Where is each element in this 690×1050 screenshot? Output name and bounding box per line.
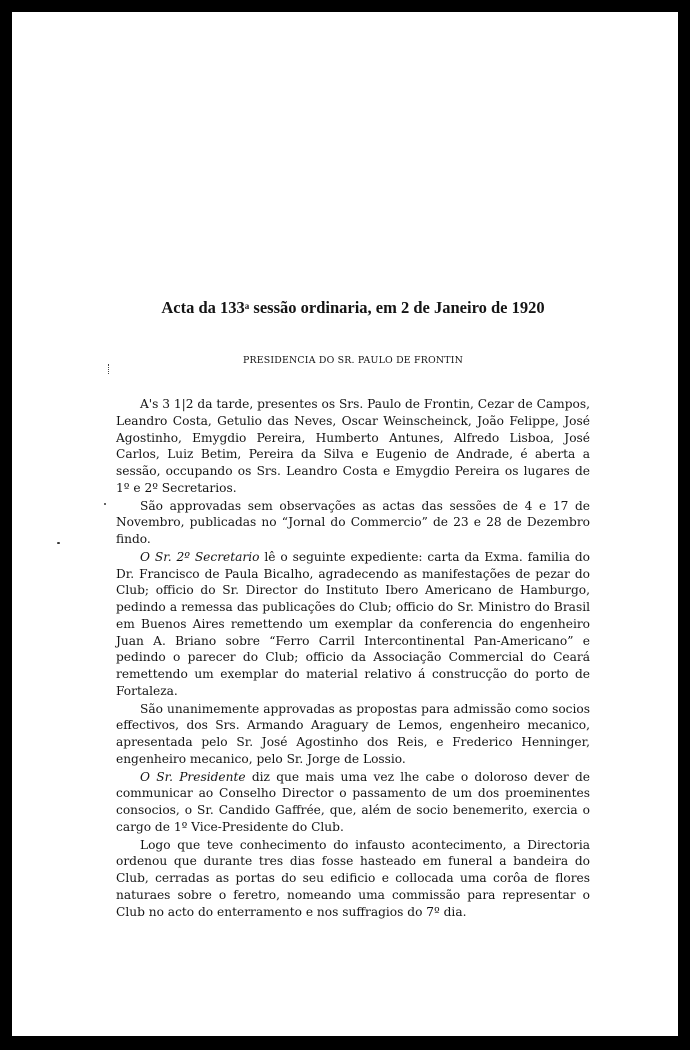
paragraph-opening	[116, 396, 590, 497]
document-body	[116, 396, 590, 920]
document-page	[12, 12, 678, 1036]
title-rest: sessão ordinaria, em 2 de Janeiro de 1920	[249, 298, 545, 317]
paragraph-text: lê o seguinte expediente: carta da Exma. familia do Dr. Francisco de Paula Bicalho, agradecendo as manifestações de pezar do Club; officio do Sr. Director do Instituto Ibero Americano de Hamburgo, pedindo a remessa das publicações do Club; officio do Sr. Ministro do Brasil em Buenos Aires remettendo um exemplar da conferencia do engenheiro Juan A. Briano sobre “Ferro Carril Intercontinental Pan-Americano” e pedindo o parecer do Club; officio da Associação Commercial do Ceará remettendo um exemplar do material relativo á construcção do porto de Fortaleza.	[116, 549, 590, 698]
title-superscript: a	[244, 301, 250, 311]
document-subtitle: PRESIDENCIA DO SR. PAULO DE FRONTIN	[242, 355, 464, 366]
paragraph-minutes-approval	[116, 498, 590, 548]
document-content	[116, 298, 590, 920]
ink-speck	[104, 503, 106, 505]
paragraph-funeral-arrangements	[116, 837, 590, 921]
paragraph-text: diz que mais uma vez lhe cabe o doloroso dever de communicar ao Conselho Director o passamento de um dos proeminentes consocios, o Sr. Candido Gaffrée, que, além de socio benemerito, exercia o cargo de 1º Vice-Presidente do Club.	[116, 769, 590, 834]
title-main: Acta da 133	[161, 298, 245, 317]
paragraph-membership-proposals	[116, 701, 590, 768]
paragraph-lead: O Sr. Presidente	[140, 769, 246, 784]
paragraph-text: São unanimemente approvadas as propostas para admissão como socios effectivos, dos Srs. Armando Araguary de Lemos, engenheiro mecanico, apresentada pelo Sr. José Agostinho dos Reis, e Frederico Henninger, engenheiro mecanico, pelo Sr. Jorge de Lossio.	[116, 701, 590, 766]
paragraph-president-announcement	[116, 769, 590, 836]
document-title	[106, 298, 600, 318]
paragraph-text: São approvadas sem observações as actas das sessões de 4 e 17 de Novembro, publicadas no “Jornal do Commercio” de 23 e 28 de Dezembro findo.	[116, 498, 590, 546]
margin-mark	[108, 364, 110, 374]
paragraph-lead: O Sr. 2º Secretario	[140, 549, 260, 564]
paragraph-text: Logo que teve conhecimento do infausto acontecimento, a Directoria ordenou que durante tres dias fosse hasteado em funeral a bandeira do Club, cerradas as portas do seu edificio e collocada uma corôa de flores naturaes sobre o feretro, nomeando uma commissão para representar o Club no acto do enterramento e nos suffragios do 7º dia.	[116, 837, 590, 919]
ink-speck	[57, 542, 60, 544]
paragraph-text: A's 3 1|2 da tarde, presentes os Srs. Paulo de Frontin, Cezar de Campos, Leandro Costa, Getulio das Neves, Oscar Weinscheinck, João Felippe, José Agostinho, Emygdio Pereira, Humberto Antunes, Alfredo Lisboa, José Carlos, Luiz Betim, Pereira da Silva e Eugenio de Andrade, é aberta a sessão, occupando os Srs. Leandro Costa e Emygdio Pereira os lugares de 1º e 2º Secretarios.	[116, 397, 590, 495]
paragraph-secretary-correspondence	[116, 549, 590, 700]
